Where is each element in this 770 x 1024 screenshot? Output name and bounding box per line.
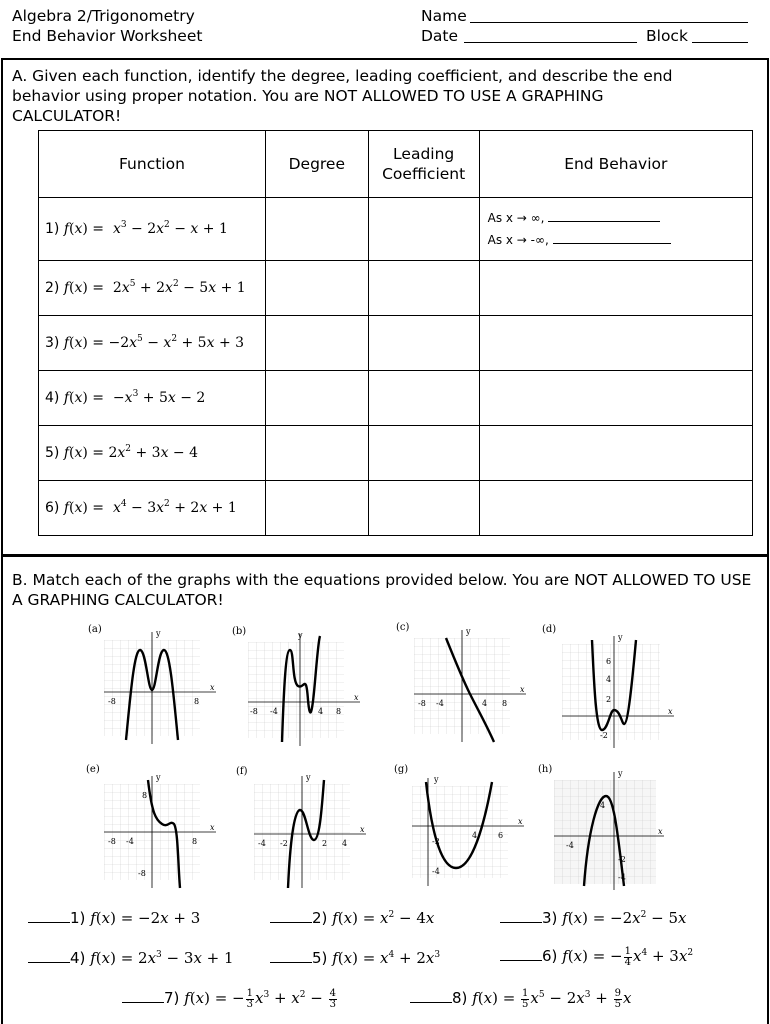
equation-4: 4) $f(x) = 2x^3 - 3x + 1$ xyxy=(28,948,234,967)
table-row xyxy=(39,371,753,426)
svg-text:4: 4 xyxy=(342,839,348,848)
graph-e xyxy=(104,773,216,888)
degree-cell[interactable] xyxy=(265,261,368,316)
graph-h xyxy=(554,769,664,890)
svg-text:x: x xyxy=(668,707,673,716)
table-row xyxy=(39,426,753,481)
function-4: 4) $f(x) = -x^3 + 5x - 2$ xyxy=(39,371,266,426)
equation-3: 3) $f(x) = -2x^2 - 5x$ xyxy=(500,908,686,927)
degree-cell[interactable] xyxy=(265,481,368,536)
end-behavior-cell[interactable] xyxy=(479,426,752,481)
graphs-panel xyxy=(0,620,770,900)
end-behavior-cell[interactable] xyxy=(479,261,752,316)
end-behavior-cell[interactable] xyxy=(479,371,752,426)
svg-text:-4: -4 xyxy=(436,699,444,708)
svg-text:x: x xyxy=(354,693,359,702)
answer-blank[interactable] xyxy=(28,948,70,963)
svg-text:-4: -4 xyxy=(126,837,134,846)
graph-label-f: (f) xyxy=(236,766,248,777)
block-field[interactable] xyxy=(692,42,748,43)
graph-label-g: (g) xyxy=(394,764,409,775)
degree-cell[interactable] xyxy=(265,316,368,371)
part-b-instructions: B. Match each of the graphs with the equations provided below. You are NOT ALLOWED TO USE A GRAPHING CALCULATOR! xyxy=(12,571,752,609)
block-label: Block xyxy=(646,27,688,45)
svg-text:y: y xyxy=(156,629,161,638)
svg-text:8: 8 xyxy=(336,707,342,716)
svg-text:y: y xyxy=(466,627,471,636)
svg-text:8: 8 xyxy=(142,791,148,800)
function-2: 2) $f(x) = 2x^5 + 2x^2 - 5x + 1$ xyxy=(39,261,266,316)
answer-blank[interactable] xyxy=(270,948,312,963)
leading-coef-cell[interactable] xyxy=(368,371,479,426)
function-1: 1) $f(x) = x^3 - 2x^2 - x + 1$ xyxy=(39,198,266,261)
table-row xyxy=(39,261,753,316)
graph-label-a: (a) xyxy=(88,624,102,635)
date-field[interactable] xyxy=(464,42,637,43)
leading-coef-cell[interactable] xyxy=(368,261,479,316)
graph-f xyxy=(254,773,366,888)
graph-d xyxy=(562,633,674,748)
table-row xyxy=(39,198,753,261)
svg-text:-2: -2 xyxy=(432,837,440,846)
svg-text:-4: -4 xyxy=(270,707,278,716)
svg-text:y: y xyxy=(156,773,161,782)
equation-2: 2) $f(x) = x^2 - 4x$ xyxy=(270,908,434,927)
svg-text:-8: -8 xyxy=(138,869,146,878)
svg-text:-4: -4 xyxy=(618,873,626,882)
equation-6: 6) f(x) = − $\frac{1}{4}$ $x^4 + 3x^2$ xyxy=(500,946,693,968)
svg-text:6: 6 xyxy=(498,831,504,840)
svg-text:8: 8 xyxy=(192,837,198,846)
svg-text:8: 8 xyxy=(502,699,508,708)
graph-label-e: (e) xyxy=(86,764,100,775)
leading-coef-cell[interactable] xyxy=(368,426,479,481)
equation-7: 7) f(x) = − $\frac{1}{3}$ $x^3 + x^2$ − $\frac{4}{3}$ xyxy=(122,988,338,1010)
svg-text:6: 6 xyxy=(606,657,612,666)
table-row xyxy=(39,316,753,371)
equation-8: 8) f(x) = $\frac{1}{5}$ $x^5 - 2x^3$ + $\frac{9}{5}$ x xyxy=(410,988,631,1010)
function-5: 5) $f(x) = 2x^2 + 3x - 4$ xyxy=(39,426,266,481)
svg-text:4: 4 xyxy=(482,699,488,708)
svg-text:4: 4 xyxy=(606,675,612,684)
graph-a xyxy=(104,629,216,744)
degree-cell[interactable] xyxy=(265,198,368,261)
table-row xyxy=(39,481,753,536)
svg-text:2: 2 xyxy=(322,839,328,848)
svg-text:-4: -4 xyxy=(258,839,266,848)
col-degree: Degree xyxy=(265,131,368,198)
course-title: Algebra 2/Trigonometry xyxy=(12,7,195,25)
name-label: Name xyxy=(421,7,467,25)
date-label: Date xyxy=(421,27,459,45)
svg-text:-2: -2 xyxy=(280,839,288,848)
answer-blank[interactable] xyxy=(410,988,452,1003)
end-behavior-table xyxy=(38,130,753,536)
col-end-behavior: End Behavior xyxy=(479,131,752,198)
svg-text:x: x xyxy=(210,823,215,832)
end-behavior-neg: As x → -∞, xyxy=(487,233,549,247)
graph-label-b: (b) xyxy=(232,626,247,637)
svg-text:x: x xyxy=(518,817,523,826)
svg-text:-2: -2 xyxy=(618,855,626,864)
svg-text:x: x xyxy=(360,825,365,834)
name-field[interactable] xyxy=(470,22,748,23)
part-a-instructions: A. Given each function, identify the degree, leading coefficient, and describe the end behavior using proper notation. You are NOT ALLOWED TO USE A GRAPHING CALCULATOR! xyxy=(12,67,673,125)
col-leading-coefficient: Leading Coefficient xyxy=(368,131,479,198)
equation-5: 5) $f(x) = x^4 + 2x^3$ xyxy=(270,948,440,967)
svg-text:-8: -8 xyxy=(418,699,426,708)
svg-text:x: x xyxy=(658,827,663,836)
end-behavior-pos: As x → ∞, xyxy=(487,211,545,225)
function-3: 3) $f(x) = -2x^5 - x^2 + 5x + 3$ xyxy=(39,316,266,371)
svg-text:y: y xyxy=(618,633,623,642)
svg-text:-4: -4 xyxy=(432,867,440,876)
graph-label-h: (h) xyxy=(538,764,553,775)
answer-blank[interactable] xyxy=(500,908,542,923)
svg-text:-2: -2 xyxy=(600,731,608,740)
end-behavior-cell[interactable] xyxy=(479,198,752,261)
graph-b xyxy=(248,631,360,746)
answer-blank[interactable] xyxy=(500,946,542,961)
degree-cell[interactable] xyxy=(265,371,368,426)
svg-text:4: 4 xyxy=(318,707,324,716)
answer-blank[interactable] xyxy=(28,908,70,923)
svg-text:4: 4 xyxy=(472,831,478,840)
function-6: 6) $f(x) = x^4 - 3x^2 + 2x + 1$ xyxy=(39,481,266,536)
equation-1: 1) f(x) = −2x + 3 xyxy=(28,908,200,927)
svg-text:y: y xyxy=(618,769,623,778)
svg-text:y: y xyxy=(306,773,311,782)
svg-text:x: x xyxy=(520,685,525,694)
svg-text:-8: -8 xyxy=(108,697,116,706)
graph-label-d: (d) xyxy=(542,624,557,635)
svg-text:x: x xyxy=(210,683,215,692)
svg-text:-8: -8 xyxy=(108,837,116,846)
graph-c xyxy=(414,627,526,742)
svg-text:y: y xyxy=(298,631,303,640)
end-behavior-cell[interactable] xyxy=(479,481,752,536)
answer-blank[interactable] xyxy=(270,908,312,923)
end-behavior-cell[interactable] xyxy=(479,316,752,371)
col-function: Function xyxy=(39,131,266,198)
svg-text:4: 4 xyxy=(600,801,606,810)
leading-coef-cell[interactable] xyxy=(368,198,479,261)
svg-text:8: 8 xyxy=(194,697,200,706)
svg-text:2: 2 xyxy=(606,695,612,704)
svg-text:y: y xyxy=(434,775,439,784)
worksheet-title: End Behavior Worksheet xyxy=(12,27,203,45)
leading-coef-cell[interactable] xyxy=(368,481,479,536)
answer-blank[interactable] xyxy=(122,988,164,1003)
svg-text:-8: -8 xyxy=(250,707,258,716)
svg-text:-4: -4 xyxy=(566,841,574,850)
leading-coef-cell[interactable] xyxy=(368,316,479,371)
graph-label-c: (c) xyxy=(396,622,410,633)
degree-cell[interactable] xyxy=(265,426,368,481)
graph-g xyxy=(412,775,524,886)
